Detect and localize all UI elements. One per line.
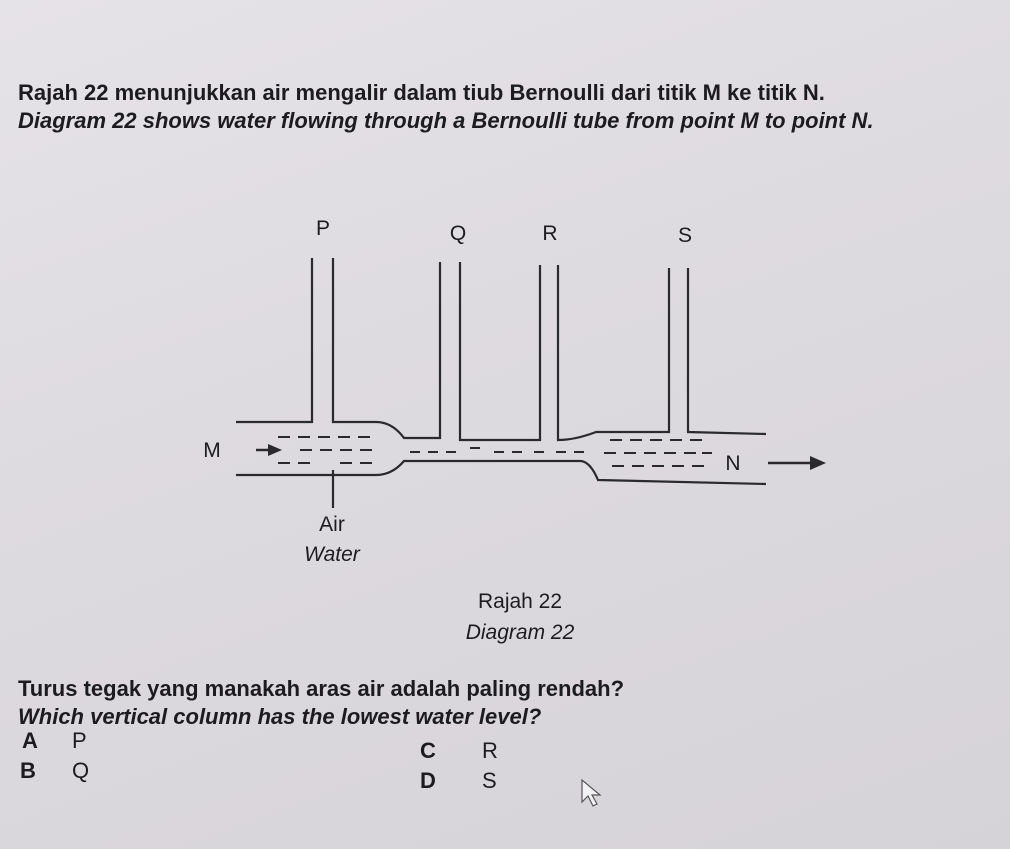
option-a-letter: A — [22, 728, 38, 753]
question-malay: Rajah 22 menunjukkan air mengalir dalam tiub Bernoulli dari titik M ke titik N. — [18, 80, 825, 105]
column-label-p: P — [315, 217, 331, 240]
caption-english: Diagram 22 — [465, 621, 575, 644]
option-b-text: Q — [72, 758, 90, 783]
water-label-malay: Air — [319, 513, 345, 536]
point-n-label: N — [725, 452, 741, 475]
water-label-english: Water — [304, 543, 360, 566]
option-b-letter: B — [20, 758, 36, 783]
column-label-q: Q — [449, 222, 467, 245]
point-m-label: M — [203, 439, 221, 462]
option-c-text: R — [482, 738, 498, 763]
option-d-letter: D — [420, 768, 436, 793]
prompt-english: Which vertical column has the lowest water level? — [18, 704, 542, 729]
outlet-arrow — [768, 456, 826, 470]
option-d-text: S — [482, 768, 497, 793]
option-c-letter: C — [420, 738, 436, 763]
option-a-text: P — [72, 728, 87, 753]
inlet-arrow — [256, 444, 282, 456]
tube-outline — [236, 258, 766, 484]
column-label-s: S — [677, 224, 693, 247]
prompt-malay: Turus tegak yang manakah aras air adalah paling rendah? — [18, 676, 625, 701]
mouse-cursor-icon — [582, 780, 600, 806]
caption-malay: Rajah 22 — [477, 590, 563, 613]
column-label-r: R — [542, 222, 558, 245]
question-english: Diagram 22 shows water flowing through a Bernoulli tube from point M to point N. — [18, 108, 874, 133]
